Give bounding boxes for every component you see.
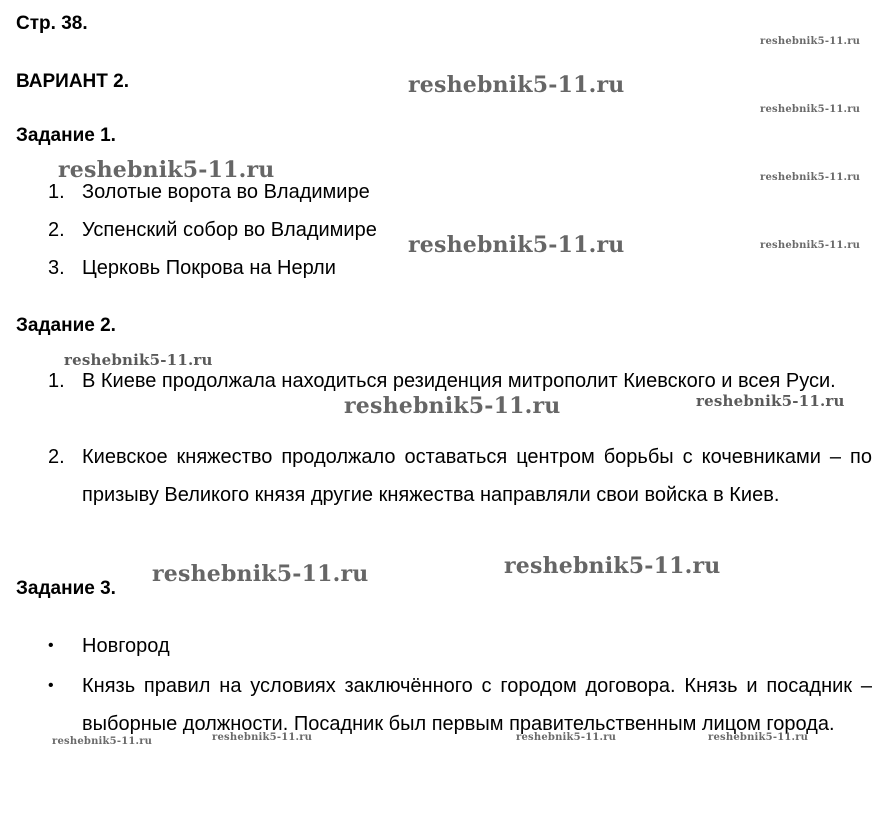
watermark: reshebnik5-11.ru	[516, 732, 617, 743]
task-3-item-1	[48, 627, 872, 665]
watermark: reshebnik5-11.ru	[58, 157, 275, 183]
task-2-title: Задание 2.	[16, 315, 116, 336]
list-item-text: В Киеве продолжала находиться резиденция митрополит Киевского и всея Руси.	[82, 370, 836, 392]
list-item-text: Золотые ворота во Владимире	[82, 181, 370, 203]
watermark: reshebnik5-11.ru	[408, 232, 625, 258]
list-marker: 1.	[48, 181, 65, 203]
watermark: reshebnik5-11.ru	[504, 553, 721, 579]
watermark: reshebnik5-11.ru	[344, 393, 561, 419]
watermark: reshebnik5-11.ru	[760, 104, 861, 115]
watermark: reshebnik5-11.ru	[760, 240, 861, 251]
task-2-item-2	[48, 438, 872, 514]
task-3-title: Задание 3.	[16, 578, 116, 599]
list-marker: 1.	[48, 370, 65, 392]
task-1-title: Задание 1.	[16, 125, 116, 146]
list-marker: 2.	[48, 219, 65, 241]
watermark: reshebnik5-11.ru	[64, 351, 213, 369]
watermark: reshebnik5-11.ru	[760, 172, 861, 183]
bullet-marker: •	[48, 677, 54, 694]
watermark: reshebnik5-11.ru	[52, 736, 153, 747]
bullet-marker: •	[48, 637, 54, 654]
watermark: reshebnik5-11.ru	[696, 392, 845, 410]
watermark: reshebnik5-11.ru	[708, 732, 809, 743]
list-marker: 2.	[48, 446, 65, 468]
list-item-text: Церковь Покрова на Нерли	[82, 257, 336, 279]
watermark: reshebnik5-11.ru	[152, 561, 369, 587]
variant-heading: ВАРИАНТ 2.	[16, 71, 129, 92]
list-item-text: Князь правил на условиях заключённого с городом договора. Князь и посадник – выборные должности. Посадник был первым правительственным лицом города.	[82, 675, 872, 735]
list-item-text: Успенский собор во Владимире	[82, 219, 377, 241]
watermark: reshebnik5-11.ru	[212, 732, 313, 743]
list-marker: 3.	[48, 257, 65, 279]
page-label: Стр. 38.	[16, 13, 88, 34]
list-item-text: Киевское княжество продолжало оставаться центром борьбы с кочевниками – по призыву Великого князя другие княжества направляли свои войска в Киев.	[82, 446, 872, 506]
watermark: reshebnik5-11.ru	[760, 36, 861, 47]
list-item-text: Новгород	[82, 635, 170, 657]
watermark: reshebnik5-11.ru	[408, 72, 625, 98]
